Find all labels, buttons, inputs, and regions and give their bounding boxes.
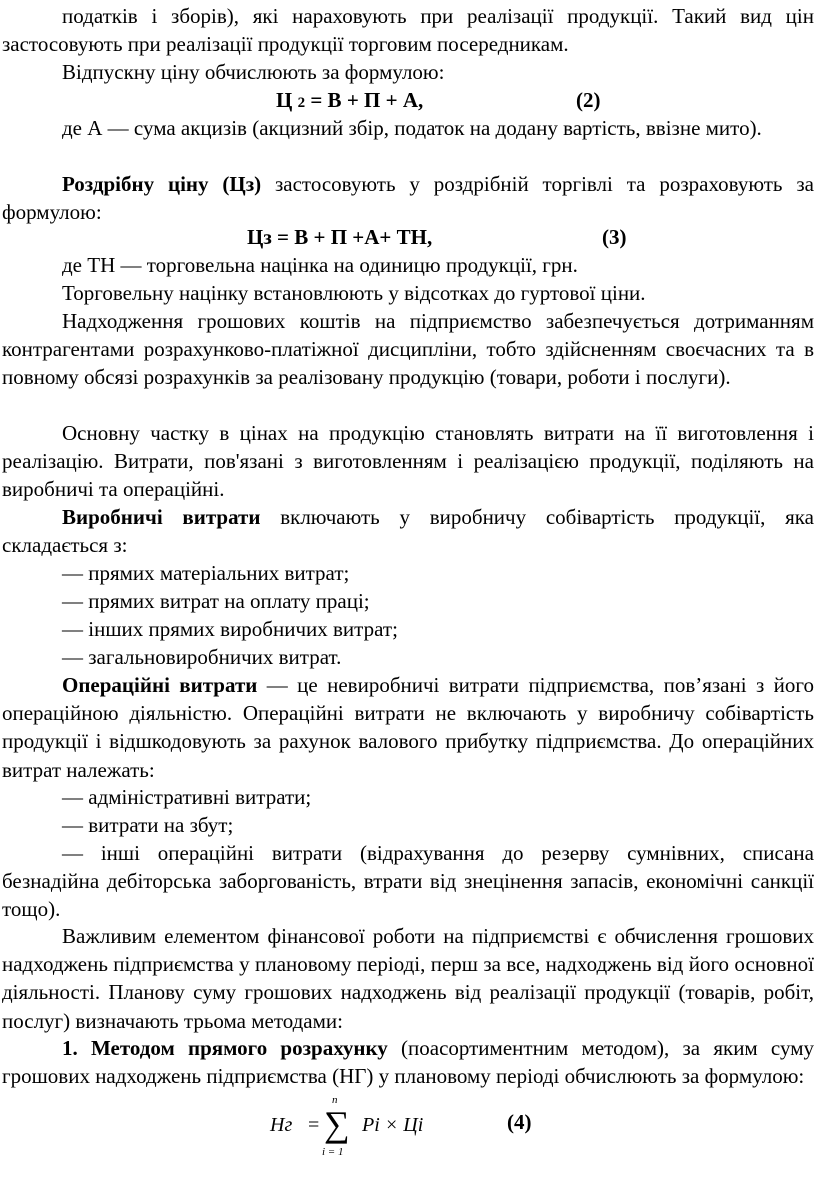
paragraph-text: включають у виробничу собівартість продукції, яка складається з: [2, 505, 814, 558]
formula-4-term: Pi × Ці [362, 1114, 424, 1136]
formula-4-sigma: ∑ [324, 1104, 350, 1144]
formula-4-upper-limit: n [332, 1094, 338, 1106]
formula-4-lhs: Нг [270, 1114, 293, 1136]
formula-2-subscript: 2 [297, 95, 306, 111]
paragraph-text: (поасортиментним методом), за яким суму грошових надходжень підприємства (НГ) у плановому періоді обчислюють за формулою: [2, 1036, 814, 1089]
list-item: — інших прямих виробничих витрат; [62, 617, 398, 641]
list-item: — прямих витрат на оплату праці; [62, 589, 370, 613]
formula-2-number: (2) [576, 88, 601, 112]
term-retail-price: Роздрібну ціну (Цз) [62, 172, 262, 196]
paragraph-markup-percent: Торговельну націнку встановлюють у відсотках до гуртової ціни. [62, 281, 646, 305]
formula-4-number: (4) [507, 1110, 532, 1134]
term-production-costs: Виробничі витрати [62, 505, 261, 529]
paragraph-text: податків і зборів), які нараховують при реалізації продукції. Такий вид цін застосовують при реалізації продукції торговим посередникам. [2, 4, 814, 57]
formula-2 [0, 85, 816, 115]
paragraph-retail-price [2, 170, 814, 226]
list-item: — загальновиробничих витрат. [62, 645, 342, 669]
paragraph-text: застосовують у роздрібній торгівлі та розраховують за формулою: [2, 172, 814, 225]
formula-3-expression: Цз = В + П +А+ ТН, [247, 225, 433, 249]
paragraph-planning: Важливим елементом фінансової роботи на підприємстві є обчислення грошових надходжень підприємства у плановому періоді, перш за все, надходжень від його основної діяльності. Планову суму грошових надходжень від реалізації продукції (товарів, робіт, послуг) визначають трьома методами: [2, 924, 814, 1033]
paragraph-direct-method [2, 1034, 814, 1090]
list-item: — витрати на збут; [62, 813, 234, 837]
list-item: — адміністративні витрати; [62, 785, 312, 809]
formula-3 [0, 222, 816, 252]
paragraph-cash-inflow: Надходження грошових коштів на підприємство забезпечується дотриманням контрагентами розрахунково-платіжної дисципліни, тобто здійсненням своєчасних та в повному обсязі розрахунків за реалізовану продукцію (товари, роботи і послуги). [2, 309, 814, 390]
paragraph-markup-definition: де ТН — торговельна націнка на одиницю продукції, грн. [62, 253, 578, 277]
term-direct-method: 1. Методом прямого розрахунку [62, 1036, 388, 1060]
formula-4-equals: = [308, 1114, 320, 1136]
formula-2-lhs: Ц [276, 88, 293, 112]
formula-2-rhs: = В + П + А, [305, 88, 424, 112]
formula-4 [0, 1092, 816, 1162]
formula-4-lower-limit: i = 1 [322, 1146, 344, 1158]
list-item: — інші операційні витрати (відрахування до резерву сумнівних, списана безнадійна дебіторська заборгованість, втрати від знецінення запасів, економічні санкції тощо). [2, 841, 814, 922]
paragraph-excise-definition: де А — сума акцизів (акцизний збір, податок на додану вартість, ввізне мито). [62, 116, 762, 140]
paragraph-continuation [2, 2, 814, 58]
formula-3-number: (3) [602, 225, 627, 249]
paragraph-costs: Основну частку в цінах на продукцію становлять витрати на її виготовлення і реалізацію. Витрати, пов'язані з виготовленням і реалізацією продукції, поділяють на виробничі та операційні. [2, 421, 814, 502]
list-item: — прямих матеріальних витрат; [62, 561, 350, 585]
term-operating-costs: Операційні витрати [62, 673, 258, 697]
paragraph-operating-costs [2, 671, 814, 784]
paragraph-formula-intro: Відпускну ціну обчислюють за формулою: [62, 60, 445, 84]
paragraph-text: — це невиробничі витрати підприємства, пов’язані з його операційною діяльністю. Операційні витрати не включають у виробничу собівартість продукції і відшкодовують за рахунок валового прибутку підприємства. До операційних витрат належать: [2, 673, 814, 782]
paragraph-production-costs [2, 503, 814, 559]
